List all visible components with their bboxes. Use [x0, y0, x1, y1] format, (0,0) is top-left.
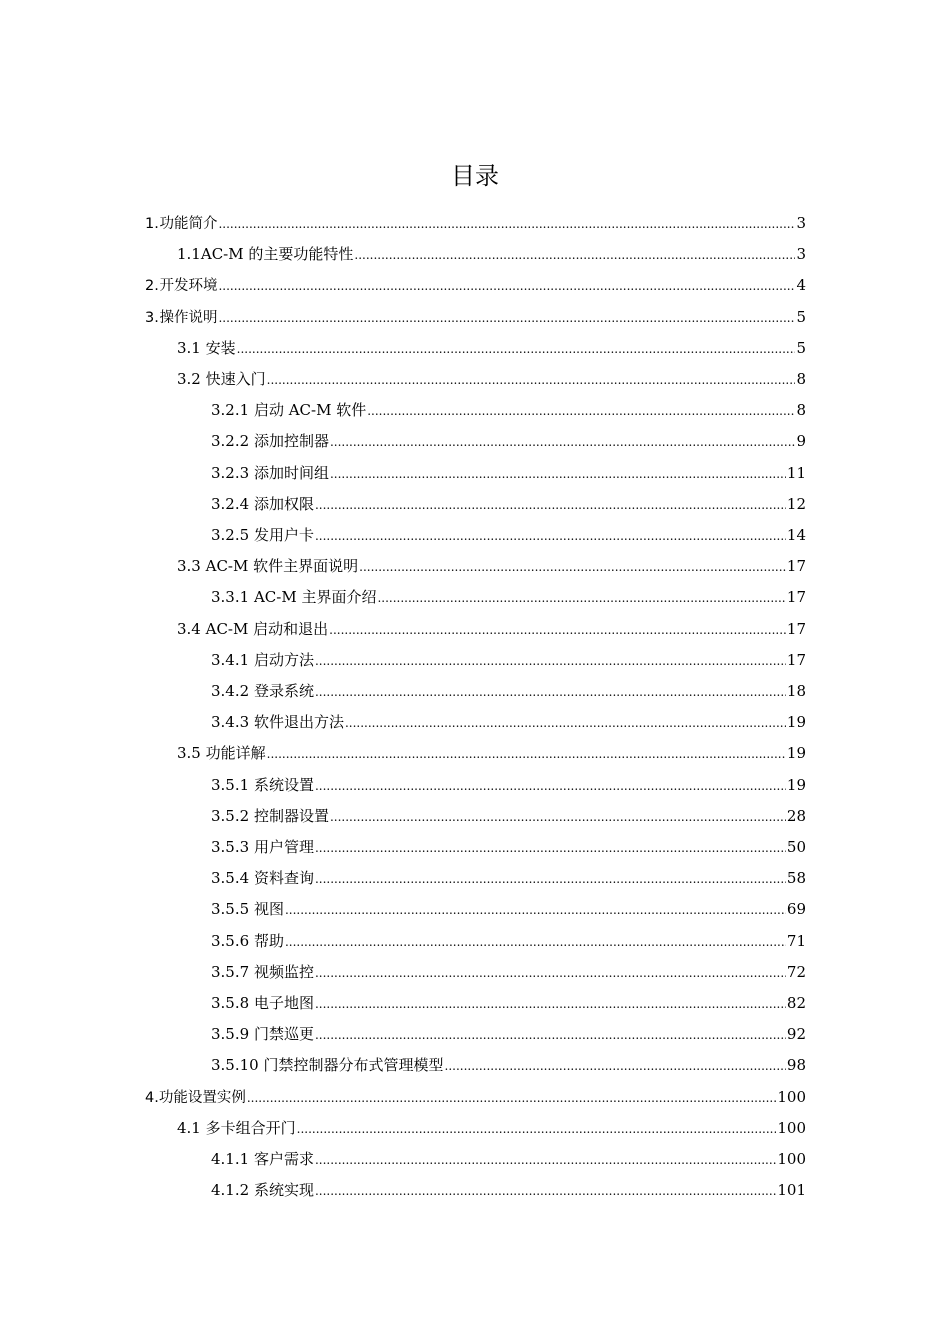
toc-entry-label: 启动方法: [253, 650, 314, 669]
toc-entry[interactable]: [145, 208, 806, 239]
toc-entry-page: 72: [786, 962, 806, 981]
toc-entry-label: 功能简介: [159, 216, 218, 232]
toc-title: 目录: [451, 162, 499, 190]
toc-entry-number: 3.5.7: [211, 962, 254, 981]
toc-dot-leader: [330, 459, 786, 490]
toc-entry-label: 开发环境: [159, 278, 218, 295]
toc-dot-leader: [330, 427, 796, 458]
toc-entry-page: 18: [786, 682, 806, 700]
toc-entry-label: 添加控制器: [253, 432, 329, 451]
toc-entry-page: 19: [786, 713, 806, 732]
toc-entry[interactable]: [211, 1175, 806, 1206]
toc-dot-leader: [315, 490, 786, 521]
toc-entry-label: 功能详解: [205, 744, 266, 763]
toc-entry-number: 3.5.4: [211, 869, 254, 888]
toc-dot-leader: [285, 927, 786, 958]
toc-entry-page: 98: [786, 1056, 806, 1075]
toc-entry[interactable]: [211, 582, 806, 613]
toc-entry-number: 3.5.9: [211, 1025, 254, 1044]
toc-entry-number: 3.3: [177, 557, 206, 576]
toc-entry-label: 门禁控制器分布式管理模型: [263, 1056, 444, 1075]
toc-entry-number: 3.1: [177, 338, 206, 357]
toc-entry-label: AC-M 主界面介绍: [253, 588, 377, 607]
toc-entry-number: 3.5.1: [211, 775, 254, 794]
toc-entry[interactable]: [177, 738, 806, 769]
toc-entry-label: 资料查询: [253, 869, 314, 888]
toc-entry-number: 3.4.2: [211, 682, 254, 700]
toc-dot-leader: [285, 895, 786, 926]
toc-entry[interactable]: [211, 458, 806, 489]
toc-entry-number: 3.2: [177, 370, 206, 388]
toc-dot-leader: [315, 521, 786, 552]
toc-entry-label: 操作说明: [159, 309, 218, 326]
toc-entry-page: 11: [786, 463, 806, 482]
toc-dot-leader: [315, 958, 786, 989]
toc-entry-number: 4.1: [177, 1118, 206, 1137]
toc-entry-number: 3.5.5: [211, 900, 254, 919]
toc-entry-page: 82: [786, 994, 806, 1012]
toc-entry[interactable]: [211, 1050, 806, 1081]
toc-entry-page: 17: [786, 557, 806, 576]
toc-entry[interactable]: [211, 894, 806, 925]
toc-entry-label: 系统实现: [253, 1181, 314, 1200]
toc-dot-leader: [315, 646, 786, 677]
toc-entry-number: 3.2.1: [211, 401, 254, 420]
toc-dot-leader: [377, 583, 785, 614]
toc-entry[interactable]: [211, 395, 806, 426]
toc-entry-page: 71: [786, 931, 806, 950]
toc-entry-number: 3.4: [177, 619, 206, 638]
toc-entry[interactable]: [211, 1019, 806, 1050]
toc-entry-number: 3.4.1: [211, 650, 254, 669]
toc-entry-number: 3.2.2: [211, 432, 254, 451]
toc-dot-leader: [218, 303, 795, 334]
toc-entry[interactable]: [211, 863, 806, 894]
toc-entry[interactable]: [211, 520, 806, 551]
toc-entry-page: 14: [786, 526, 806, 544]
toc-entry-number: 3.5.3: [211, 838, 254, 856]
toc-entry-number: 3.4.3: [211, 713, 254, 732]
toc-dot-leader: [297, 1114, 777, 1145]
toc-entry[interactable]: [211, 676, 806, 707]
toc-entry-label: 多卡组合开门: [205, 1118, 296, 1137]
toc-dot-leader: [315, 989, 786, 1020]
toc-entry[interactable]: [177, 333, 806, 364]
toc-entry-label: 快速入门: [205, 370, 266, 388]
toc-entry-page: 50: [786, 838, 806, 856]
toc-entry-number: 3.2.5: [211, 526, 254, 544]
toc-entry[interactable]: [211, 801, 806, 832]
toc-entry[interactable]: [211, 1144, 806, 1175]
toc-entry[interactable]: [211, 957, 806, 988]
toc-dot-leader: [315, 1020, 786, 1051]
toc-dot-leader: [247, 1083, 777, 1114]
toc-entry-page: 28: [786, 806, 806, 825]
toc-entry-page: 12: [786, 494, 806, 513]
toc-entry-label: 添加时间组: [253, 463, 329, 482]
toc-entry-label: 控制器设置: [253, 806, 329, 825]
toc-entry-label: 发用户卡: [253, 526, 314, 544]
toc-dot-leader: [345, 708, 786, 739]
toc-entry-page: 3: [796, 214, 806, 232]
toc-entry-label: 门禁巡更: [253, 1025, 314, 1044]
toc-entry-page: 101: [777, 1181, 806, 1200]
toc-dot-leader: [315, 771, 786, 802]
toc-entry-number: 1.1: [177, 245, 201, 264]
toc-entry[interactable]: [177, 1113, 806, 1144]
toc-entry-number: 4.1.2: [211, 1181, 254, 1200]
toc-entry-page: 19: [786, 744, 806, 763]
toc-entry-page: 100: [777, 1087, 806, 1106]
toc-dot-leader: [315, 833, 786, 864]
toc-entry[interactable]: [211, 770, 806, 801]
toc-entry-number: 3.5.10: [211, 1056, 264, 1075]
toc-entry-page: 19: [786, 775, 806, 794]
toc-entry-page: 69: [786, 900, 806, 919]
toc-dot-leader: [445, 1051, 786, 1082]
toc-dot-leader: [267, 739, 786, 770]
toc-dot-leader: [237, 334, 796, 365]
toc-entry[interactable]: [211, 645, 806, 676]
toc-entry-number: 1.: [145, 216, 159, 232]
toc-entry-number: 3.5: [177, 744, 206, 763]
toc-entry[interactable]: [211, 832, 806, 863]
toc-entry-label: AC-M 启动和退出: [205, 619, 329, 638]
toc-entry-label: 电子地图: [253, 994, 314, 1012]
toc-entry-label: 功能设置实例: [158, 1089, 246, 1106]
toc-entry-number: 3.5.8: [211, 994, 254, 1012]
toc-entry[interactable]: [211, 707, 806, 738]
toc-entry-number: 3.5.6: [211, 931, 254, 950]
toc-entry[interactable]: [177, 614, 806, 645]
toc-entry-page: 5: [796, 307, 806, 326]
toc-entry-label: AC-M 软件主界面说明: [205, 557, 359, 576]
toc-entry-number: 3.: [145, 309, 159, 326]
toc-entry-label: 登录系统: [253, 682, 314, 700]
toc-dot-leader: [218, 271, 795, 302]
toc-dot-leader: [329, 615, 786, 646]
toc-entry-label: 帮助: [253, 931, 284, 950]
toc-entry[interactable]: [177, 239, 806, 270]
toc-entry-label: 添加权限: [253, 494, 314, 513]
toc-dot-leader: [359, 552, 786, 583]
toc-entry-number: 3.2.4: [211, 494, 254, 513]
toc-entry[interactable]: [145, 302, 806, 333]
toc-entry-label: 启动 AC-M 软件: [253, 401, 367, 420]
toc-entry-label: 安装: [205, 338, 236, 357]
toc-entry-label: 用户管理: [253, 838, 314, 856]
toc-entry[interactable]: [145, 270, 806, 301]
toc-dot-leader: [315, 1176, 776, 1207]
toc-entry-page: 5: [796, 338, 806, 357]
toc-dot-leader: [367, 396, 795, 427]
toc-dot-leader: [315, 864, 786, 895]
toc-dot-leader: [330, 802, 786, 833]
toc-entry-page: 3: [796, 245, 806, 264]
toc-entry-page: 9: [796, 432, 806, 451]
toc-entry-number: 3.5.2: [211, 806, 254, 825]
toc-entry[interactable]: [177, 551, 806, 582]
toc-entry-page: 100: [777, 1118, 806, 1137]
toc-entry-page: 17: [786, 650, 806, 669]
toc-dot-leader: [267, 365, 796, 396]
toc-entry-number: 3.3.1: [211, 588, 254, 607]
toc-entry[interactable]: [211, 489, 806, 520]
toc-dot-leader: [315, 677, 786, 708]
toc-dot-leader: [218, 209, 795, 240]
toc-entry-page: 100: [777, 1150, 806, 1168]
toc-entry[interactable]: [211, 426, 806, 457]
toc-dot-leader: [315, 1145, 776, 1176]
toc-entry[interactable]: [211, 926, 806, 957]
toc-entry-number: 2.: [145, 278, 159, 295]
toc-entry-page: 8: [796, 370, 806, 388]
toc-entry-label: 视图: [253, 900, 284, 919]
toc-entry-page: 17: [786, 588, 806, 607]
toc-dot-leader: [354, 240, 795, 271]
toc-entry[interactable]: [145, 1082, 806, 1113]
toc-entry[interactable]: [177, 364, 806, 395]
toc-entry-number: 4.: [145, 1089, 159, 1106]
toc-entry-label: 软件退出方法: [253, 713, 344, 732]
toc-entry-number: 3.2.3: [211, 463, 254, 482]
toc-entry-label: AC-M 的主要功能特性: [200, 245, 354, 264]
toc-entry-page: 8: [796, 401, 806, 420]
toc-entry[interactable]: [211, 988, 806, 1019]
toc-entry-page: 17: [786, 619, 806, 638]
toc-entry-label: 系统设置: [253, 775, 314, 794]
toc-entry-label: 视频监控: [253, 962, 314, 981]
toc-entry-number: 4.1.1: [211, 1150, 254, 1168]
toc-entry-page: 58: [786, 869, 806, 888]
toc-entry-page: 92: [786, 1025, 806, 1044]
toc-entry-page: 4: [796, 276, 806, 295]
toc-entry-label: 客户需求: [253, 1150, 314, 1168]
